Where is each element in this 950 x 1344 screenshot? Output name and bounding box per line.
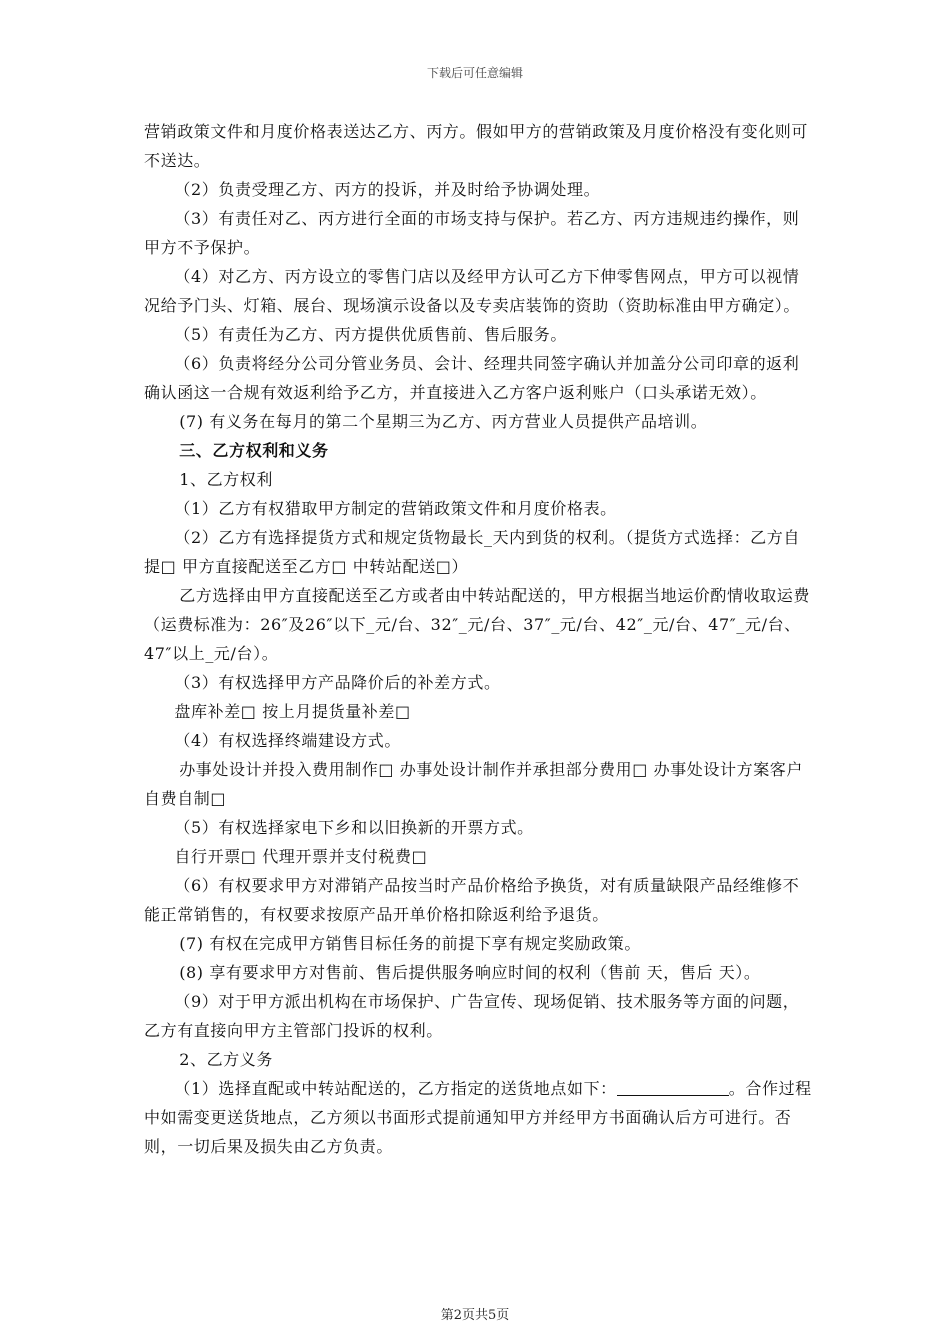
option-line: 办事处设计并投入费用制作□ 办事处设计制作并承担部分费用□ 办事处设计方案客户自费自制□ — [144, 760, 803, 808]
option-line: 盘库补差□ 按上月提货量补差□ — [174, 702, 411, 721]
paragraph: （9）对于甲方派出机构在市场保护、广告宣传、现场促销、技术服务等方面的问题，乙方有直接向甲方主管部门投诉的权利。 — [144, 992, 800, 1040]
paragraph: 营销政策文件和月度价格表送达乙方、丙方。假如甲方的营销政策及月度价格没有变化则可不送达。 — [144, 122, 809, 170]
paragraph: （5）有权选择家电下乡和以旧换新的开票方式。 — [174, 818, 534, 837]
paragraph: （3）有责任对乙、丙方进行全面的市场支持与保护。若乙方、丙方违规违约操作，则甲方不予保护。 — [144, 209, 800, 257]
paragraph — [144, 1074, 814, 1161]
subsection-heading: 2、乙方义务 — [179, 1050, 273, 1069]
section-heading: 三、乙方权利和义务 — [179, 441, 329, 460]
paragraph: （2）乙方有选择提货方式和规定货物最长_天内到货的权利。（提货方式选择：乙方自提□ 甲方直接配送至乙方□ 中转站配送□） — [144, 528, 800, 576]
address-blank — [617, 1079, 729, 1096]
subsection-heading: 1、乙方权利 — [179, 470, 273, 489]
paragraph: （4）有权选择终端建设方式。 — [174, 731, 401, 750]
paragraph: （6）负责将经分公司分管业务员、会计、经理共同签字确认并加盖分公司印章的返利确认函这一合规有效返利给予乙方，并直接进入乙方客户返利账户（口头承诺无效）。 — [144, 354, 800, 402]
paragraph-part: 。合作过程中如需变更送货地点，乙方须以书面形式提前通知甲方并经甲方书面确认后方可进行。否则，一切后果及损失由乙方负责。 — [144, 1079, 812, 1156]
paragraph: （2）负责受理乙方、丙方的投诉，并及时给予协调处理。 — [174, 180, 601, 199]
paragraph-part: （1）选择直配或中转站配送的，乙方指定的送货地点如下： — [174, 1079, 617, 1098]
paragraph: (7) 有义务在每月的第二个星期三为乙方、丙方营业人员提供产品培训。 — [179, 412, 708, 431]
paragraph: （6）有权要求甲方对滞销产品按当时产品价格给予换货，对有质量缺限产品经维修不能正常销售的，有权要求按原产品开单价格扣除返利给予退货。 — [144, 876, 800, 924]
paragraph: 乙方选择由甲方直接配送至乙方或者由中转站配送的，甲方根据当地运价酌情收取运费（运费标准为：26″及26″以下_元/台、32″_元/台、37″_元/台、42″_元/台、47″_元/台、47″以上_元/台）。 — [144, 586, 810, 663]
paragraph: （1）乙方有权猎取甲方制定的营销政策文件和月度价格表。 — [174, 499, 617, 518]
paragraph: （3）有权选择甲方产品降价后的补差方式。 — [174, 673, 501, 692]
document-body — [144, 117, 814, 1161]
paragraph: （5）有责任为乙方、丙方提供优质售前、售后服务。 — [174, 325, 567, 344]
page-footer: 第2页共5页 — [440, 1308, 510, 1323]
page-header: 下载后可任意编辑 — [426, 66, 523, 80]
paragraph: (8) 享有要求甲方对售前、售后提供服务响应时间的权利（售前 天，售后 天）。 — [179, 963, 761, 982]
paragraph: （4）对乙方、丙方设立的零售门店以及经甲方认可乙方下伸零售网点，甲方可以视情况给予门头、灯箱、展台、现场演示设备以及专卖店装饰的资助（资助标准由甲方确定）。 — [144, 267, 801, 315]
option-line: 自行开票□ 代理开票并支付税费□ — [174, 847, 428, 866]
paragraph: (7) 有权在完成甲方销售目标任务的前提下享有规定奖励政策。 — [179, 934, 641, 953]
